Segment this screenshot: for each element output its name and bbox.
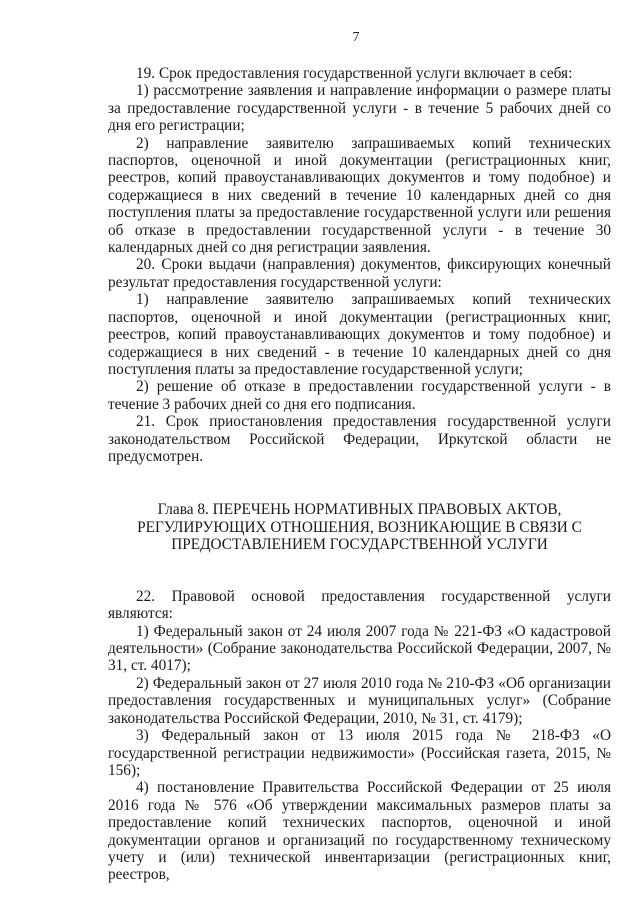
paragraph-22: 22. Правовой основой предоставления государственной услуги являются: xyxy=(108,587,611,623)
paragraph-20: 20. Сроки выдачи (направления) документов, фиксирующих конечный результат предоставления государственной услуги: xyxy=(108,256,611,291)
paragraph-22-item-1: 1) Федеральный закон от 24 июля 2007 года № 221-ФЗ «О кадастровой деятельности» (Собрание законодательства Российской Федерации, 2007, № 31, ст. 4017); xyxy=(108,622,611,675)
paragraph-20-item-1: 1) направление заявителю запрашиваемых копий технических паспортов, оценочной и иной документации (регистрационных книг, реестров, копий правоустанавливающих документов и тому подобное) и содержащиеся в них сведений - в течение 10 календарных дней со дня поступления платы за предоставление государственной услуги; xyxy=(108,291,611,378)
paragraph-22-item-2: 2) Федеральный закон от 27 июля 2010 года № 210-ФЗ «Об организации предоставления государственных и муниципальных услуг» (Собрание законодательства Российской Федерации, 2010, № 31, ст. 4179); xyxy=(108,674,611,727)
paragraph-22-item-4: 4) постановление Правительства Российской Федерации от 25 июля 2016 года № 576 «Об утверждении максимальных размеров платы за предоставление копий технических паспортов, оценочной и иной документации органов и организаций по государственному техническому учету и (или) технической инвентаризации (регистрационных книг, реестров, xyxy=(108,779,611,884)
paragraph-22-item-3: 3) Федеральный закон от 13 июля 2015 года № 218-ФЗ «О государственной регистрации недвижимости» (Российская газета, 2015, № 156); xyxy=(108,727,611,779)
page-number: 7 xyxy=(352,30,360,45)
paragraph-20-item-2: 2) решение об отказе в предоставлении государственной услуги - в течение 3 рабочих дней со дня его подписания. xyxy=(108,378,611,413)
paragraph-19: 19. Срок предоставления государственной услуги включает в себя: xyxy=(136,65,573,82)
paragraph-19-item-1: 1) рассмотрение заявления и направление информации о размере платы за предоставление государственной услуги - в течение 5 рабочих дней со дня его регистрации; xyxy=(108,82,611,135)
document-body xyxy=(108,65,611,884)
chapter-heading: Глава 8. ПЕРЕЧЕНЬ НОРМАТИВНЫХ ПРАВОВЫХ АКТОВ, РЕГУЛИРУЮЩИХ ОТНОШЕНИЯ, ВОЗНИКАЮЩИЕ В СВЯЗИ С ПРЕДОСТАВЛЕНИЕМ ГОСУДАРСТВЕННОЙ УСЛУГИ xyxy=(137,501,582,554)
paragraph-21: 21. Срок приостановления предоставления государственной услуги законодательством Российской Федерации, Иркутской области не предусмотрен. xyxy=(108,413,611,465)
paragraph-19-item-2: 2) направление заявителю запрашиваемых копий технических паспортов, оценочной и иной документации (регистрационных книг, реестров, копий правоустанавливающих документов и тому подобное) и содержащиеся в них сведений в течение 10 календарных дней со дня поступления платы за предоставление государственной услуги или решения об отказе в предоставлении государственной услуги - в течение 30 календарных дней со дня регистрации заявления. xyxy=(108,134,611,257)
